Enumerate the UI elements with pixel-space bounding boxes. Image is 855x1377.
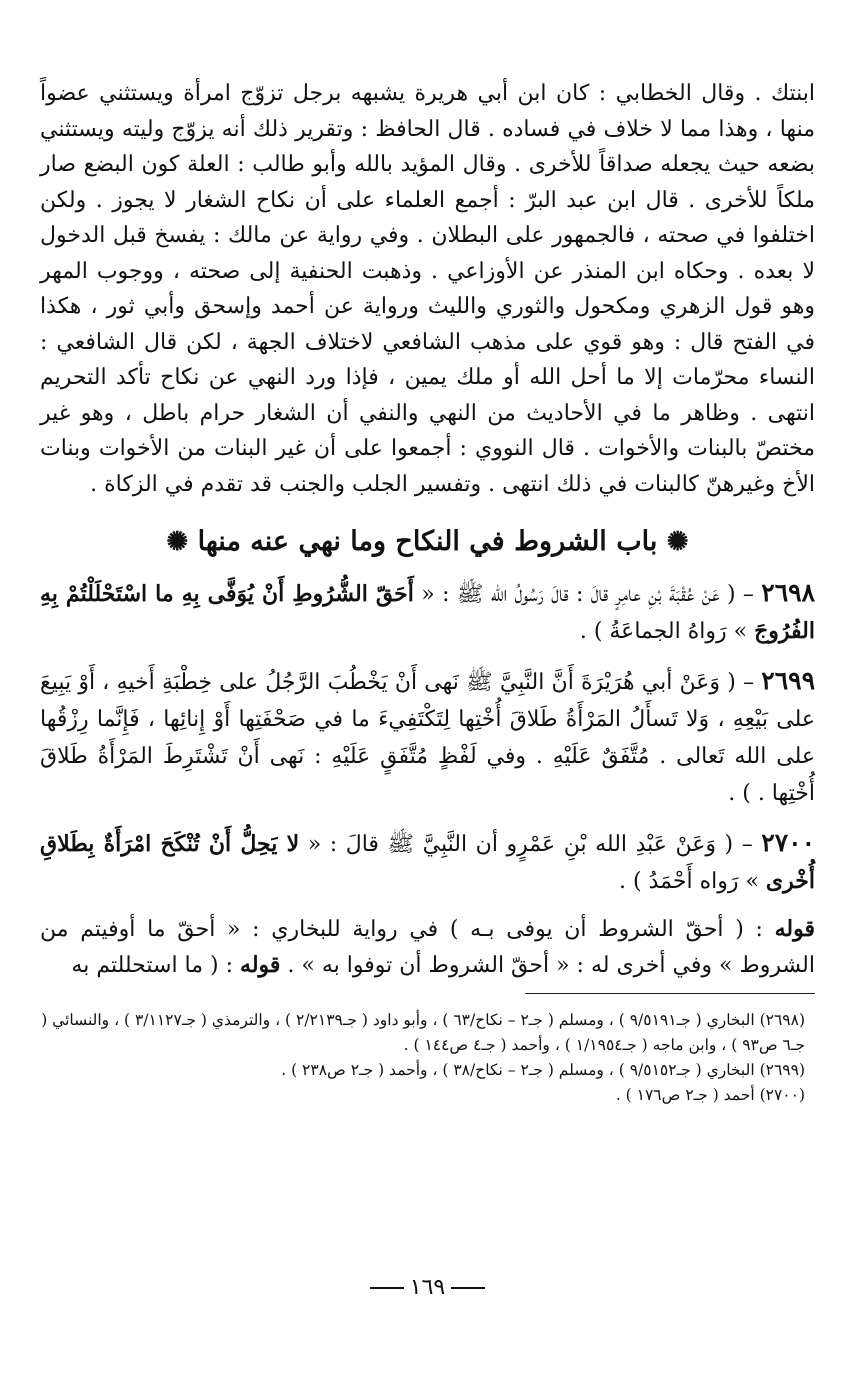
hadith-quote: لا يَحِلُّ أَنْ تُنْكَحَ امْرَأَةٌ بِطَلاقِ أُخْرى — [40, 831, 815, 894]
star-ornament-icon: ✺ — [666, 527, 689, 557]
section-heading — [40, 522, 815, 562]
commentary-text: : ( ما استحللتم به — [71, 952, 241, 978]
hadith-2698 — [40, 574, 815, 650]
footnote-2699: (٢٦٩٩) البخاري ( جـ٩/٥١٥٢ ) ، ومسلم ( جـ٢ – نكاح/٣٨ ) ، وأحمد ( جـ٢ ص٢٣٨ ) . — [281, 1061, 805, 1079]
hadith-lead: – ( وَعَنْ عَبْدِ الله بْنِ عَمْرٍو أن النَّبِيَّ ﷺ قالَ : « — [299, 832, 762, 857]
dash-ornament — [451, 1287, 485, 1289]
hadith-lead: – ( وَعَنْ أبي هُرَيْرَةَ أَنَّ النَّبِيَّ ﷺ نَهى أَنْ يَخْطُبَ الرَّجُلُ على خِطْبَةِ أَخيهِ ، أَوْ يَبِيعَ على بَيْعِهِ ، وَلا تَسأَلُ المَرْأَةُ طَلاقَ أُخْتِها لِتَكْتَفِيءَ ما في صَحْفَتِها أَوْ إِنائِها ، فَإِنَّما رِزْقُها على الله تَعالى . مُتَّفَقٌ عَلَيْهِ . وفي لَفْظٍ مُتَّفَقٍ عَلَيْهِ : نَهى أَنْ تَشْتَرِطَ المَرْأَةُ طَلاقَ أُخْتِها . ) . — [40, 670, 815, 806]
hadith-tail: » رَواهُ الجماعَةُ ) . — [579, 619, 755, 644]
dash-ornament — [370, 1287, 404, 1289]
page-number-text: ١٦٩ — [409, 1275, 446, 1300]
hadith-2700 — [40, 824, 815, 900]
hadith-tail: » رَواه أَحْمَدُ ) . — [619, 869, 766, 894]
footnote-2700: (٢٧٠٠) أحمد ( جـ٢ ص١٧٦ ) . — [615, 1086, 805, 1104]
hadith-number: ٢٦٩٩ — [761, 666, 815, 695]
section-title: باب الشروط في النكاح وما نهي عنه منها — [197, 526, 658, 557]
page-number — [0, 1275, 855, 1300]
hadith-number: ٢٦٩٨ — [761, 578, 816, 607]
commentary-text: : ( أحقّ الشروط أن يوفى بـه ) في رواية للبخاري : « أحقّ ما أوفيتم من الشروط » وفي أخرى له : « أحقّ الشروط أن توفوا به » . — [40, 917, 815, 978]
hadith-quote: أَحَقّ الشُّرُوطِ أَنْ يُوَفَّى بِهِ ما اسْتَحْلَلْتُمْ بِهِ الفُرُوجَ — [40, 581, 815, 644]
footnote-2698: (٢٦٩٨) البخاري ( جـ٩/٥١٩١ ) ، ومسلم ( جـ٢ – نكاح/٦٣ ) ، وأبو داود ( جـ٢/٢١٣٩ ) ، والترمذي ( جـ٣/١١٢٧ ) ، والنسائي ( جـ٦ ص٩٣ ) ، وابن ماجه ( جـ١/١٩٥٤ ) ، وأحمد ( جـ٤ ص١٤٤ ) . — [41, 1011, 805, 1054]
intro-paragraph: ابنتك . وقال الخطابي : كان ابن أبي هريرة يشبهه برجل تزوّج امرأة ويستثني عضواً منها ، وهذا مما لا خلاف في فساده . قال الحافظ : وتقرير ذلك أنه يزوّج وليته ويستثني بضعه حيث يجعله صداقاً للأخرى . وقال المؤيد بالله وأبو طالب : العلة كون البضع صار ملكاً للأخرى . قال ابن عبد البرّ : أجمع العلماء على أن نكاح الشغار لا يجوز . ولكن اختلفوا في صحته ، فالجمهور على البطلان . وفي رواية عن مالك : يفسخ قبل الدخول لا بعده . وحكاه ابن المنذر عن الأوزاعي . وذهبت الحنفية إلى صحته ، ووجوب المهر وهو قول الزهري ومكحول والثوري والليث ورواية عن أحمد وإسحق وأبي ثور ، هكذا في الفتح قال : وهو قوي على مذهب الشافعي لاختلاف الجهة ، لكن قال الشافعي : النساء محرّمات إلا ما أحل الله أو ملك يمين ، فإذا ورد النهي عن نكاح تأكد التحريم انتهى . وظاهر ما في الأحاديث من النهي والنفي أن الشغار حرام باطل ، وهو غير مختصّ بالبنات والأخوات . قال النووي : أجمعوا على أن غير البنات من الأخوات وبنات الأخ وغيرهنّ كالبنات في ذلك انتهى . وتفسير الجلب والجنب قد تقدم في الزكاة . — [40, 81, 816, 497]
commentary-paragraph — [40, 912, 815, 983]
hadith-lead: – ( عَنْ عُقْبَةَ بْنِ عامِرٍ قالَ : قالَ رَسُولُ الله ﷺ : « — [413, 582, 762, 607]
star-ornament-icon: ✺ — [166, 527, 189, 557]
hadith-2699 — [40, 662, 815, 812]
hadith-number: ٢٧٠٠ — [761, 828, 816, 857]
footnote-divider — [525, 993, 815, 994]
commentary-label: قوله — [774, 916, 815, 942]
commentary-label: قوله — [240, 951, 281, 978]
